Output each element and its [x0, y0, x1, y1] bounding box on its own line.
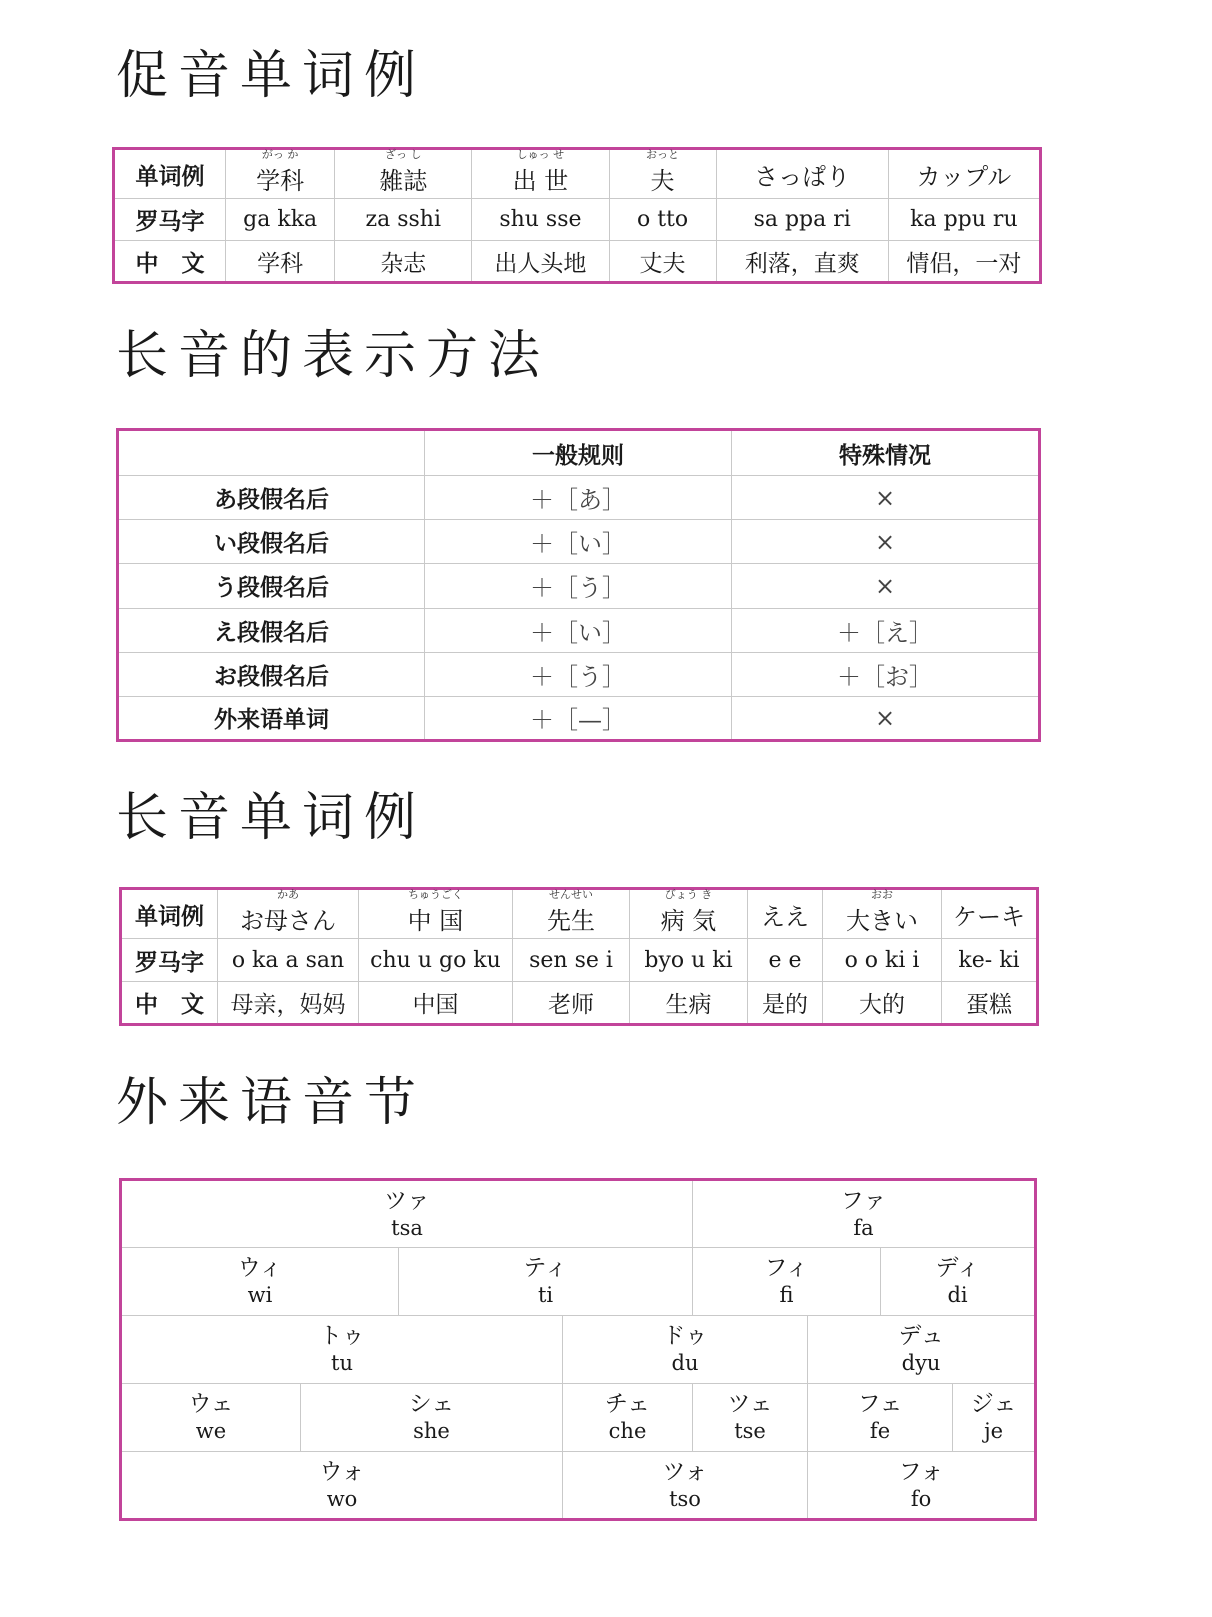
chinese-cell: 丈夫	[609, 241, 716, 283]
row-label: い段假名后	[118, 520, 425, 564]
long-rule-table	[116, 428, 1041, 742]
sokuon-table	[112, 147, 1042, 284]
romaji-cell: o tto	[609, 199, 716, 241]
special-rule-cell: ×	[732, 520, 1040, 564]
romaji-cell: ka ppu ru	[888, 199, 1040, 241]
chinese-cell: 母亲，妈妈	[218, 982, 359, 1025]
word-cell: がっ か 学科	[226, 149, 335, 199]
row-label: う段假名后	[118, 564, 425, 608]
word-cell: さっぱり	[716, 149, 888, 199]
syllable-cell: ドゥ du	[563, 1316, 808, 1384]
romaji-cell: ga kka	[226, 199, 335, 241]
row-label: 罗马字	[121, 939, 218, 982]
word-cell: ざっ し 雑誌	[335, 149, 472, 199]
sokuon-title: 促音单词例	[116, 46, 427, 106]
syllable-cell: デュ dyu	[808, 1316, 1036, 1384]
word-cell: おお 大きい	[823, 889, 942, 939]
syllable-cell: ツァ tsa	[121, 1180, 693, 1248]
word-cell: カップル	[888, 149, 1040, 199]
special-rule-cell: ＋［え］	[732, 608, 1040, 652]
row-label: 罗马字	[114, 199, 226, 241]
word-cell: かあ お母さん	[218, 889, 359, 939]
syllable-cell: フォ fo	[808, 1452, 1036, 1520]
long-rule-title: 长音的表示方法	[116, 326, 551, 386]
chinese-cell: 中国	[359, 982, 513, 1025]
word-cell: しゅっ せ 出 世	[472, 149, 609, 199]
romaji-cell: za sshi	[335, 199, 472, 241]
long-words-table	[119, 887, 1039, 1026]
romaji-cell: shu sse	[472, 199, 609, 241]
syllable-cell: ウォ wo	[121, 1452, 563, 1520]
romaji-cell: sen se i	[513, 939, 630, 982]
gairaigo-table	[119, 1178, 1037, 1521]
table-row	[118, 564, 1040, 608]
word-cell: びょう き 病 気	[630, 889, 748, 939]
table-row	[114, 241, 1041, 283]
syllable-cell: フェ fe	[808, 1384, 953, 1452]
general-rule-cell: ＋［—］	[425, 696, 732, 740]
romaji-cell: o ka a san	[218, 939, 359, 982]
table-row	[121, 1248, 1036, 1316]
chinese-cell: 是的	[748, 982, 823, 1025]
chinese-cell: 蛋糕	[942, 982, 1038, 1025]
word-cell: ちゅうごく 中 国	[359, 889, 513, 939]
word-cell: せんせい 先生	[513, 889, 630, 939]
table-row	[121, 1316, 1036, 1384]
table-row	[118, 608, 1040, 652]
general-rule-cell: ＋［い］	[425, 608, 732, 652]
chinese-cell: 杂志	[335, 241, 472, 283]
header-cell	[118, 430, 425, 476]
romaji-cell: sa ppa ri	[716, 199, 888, 241]
word-cell: ええ	[748, 889, 823, 939]
table-row	[121, 939, 1038, 982]
romaji-cell: chu u go ku	[359, 939, 513, 982]
syllable-cell: ツォ tso	[563, 1452, 808, 1520]
chinese-cell: 情侣，一对	[888, 241, 1040, 283]
header-cell: 一般规则	[425, 430, 732, 476]
chinese-cell: 生病	[630, 982, 748, 1025]
chinese-cell: 学科	[226, 241, 335, 283]
general-rule-cell: ＋［あ］	[425, 476, 732, 520]
general-rule-cell: ＋［う］	[425, 652, 732, 696]
chinese-cell: 出人头地	[472, 241, 609, 283]
table-row	[114, 199, 1041, 241]
syllable-cell: ディ di	[881, 1248, 1036, 1316]
table-row	[118, 696, 1040, 740]
syllable-cell: ウェ we	[121, 1384, 301, 1452]
header-cell: 特殊情况	[732, 430, 1040, 476]
table-row	[121, 1384, 1036, 1452]
syllable-cell: フィ fi	[693, 1248, 881, 1316]
table-row	[121, 982, 1038, 1025]
syllable-cell: シェ she	[301, 1384, 563, 1452]
row-label: 单词例	[121, 889, 218, 939]
special-rule-cell: ×	[732, 564, 1040, 608]
general-rule-cell: ＋［う］	[425, 564, 732, 608]
special-rule-cell: ×	[732, 476, 1040, 520]
romaji-cell: e e	[748, 939, 823, 982]
syllable-cell: ジェ je	[953, 1384, 1036, 1452]
table-row	[118, 430, 1040, 476]
word-cell: おっと 夫	[609, 149, 716, 199]
row-label: あ段假名后	[118, 476, 425, 520]
syllable-cell: ウィ wi	[121, 1248, 399, 1316]
special-rule-cell: ＋［お］	[732, 652, 1040, 696]
romaji-cell: ke- ki	[942, 939, 1038, 982]
row-label: 中 文	[114, 241, 226, 283]
row-label: え段假名后	[118, 608, 425, 652]
romaji-cell: o o ki i	[823, 939, 942, 982]
syllable-cell: ツェ tse	[693, 1384, 808, 1452]
chinese-cell: 老师	[513, 982, 630, 1025]
gairaigo-title: 外来语音节	[116, 1073, 427, 1133]
table-row	[118, 652, 1040, 696]
row-label: 中 文	[121, 982, 218, 1025]
row-label: お段假名后	[118, 652, 425, 696]
chinese-cell: 大的	[823, 982, 942, 1025]
table-row	[118, 520, 1040, 564]
table-row	[121, 1180, 1036, 1248]
chinese-cell: 利落，直爽	[716, 241, 888, 283]
row-label: 单词例	[114, 149, 226, 199]
general-rule-cell: ＋［い］	[425, 520, 732, 564]
syllable-cell: トゥ tu	[121, 1316, 563, 1384]
table-row	[118, 476, 1040, 520]
row-label: 外来语单词	[118, 696, 425, 740]
syllable-cell: ティ ti	[399, 1248, 693, 1316]
table-row	[121, 889, 1038, 939]
table-row	[121, 1452, 1036, 1520]
romaji-cell: byo u ki	[630, 939, 748, 982]
word-cell: ケーキ	[942, 889, 1038, 939]
long-words-title: 长音单词例	[116, 788, 427, 848]
syllable-cell: ファ fa	[693, 1180, 1036, 1248]
syllable-cell: チェ che	[563, 1384, 693, 1452]
special-rule-cell: ×	[732, 696, 1040, 740]
table-row	[114, 149, 1041, 199]
